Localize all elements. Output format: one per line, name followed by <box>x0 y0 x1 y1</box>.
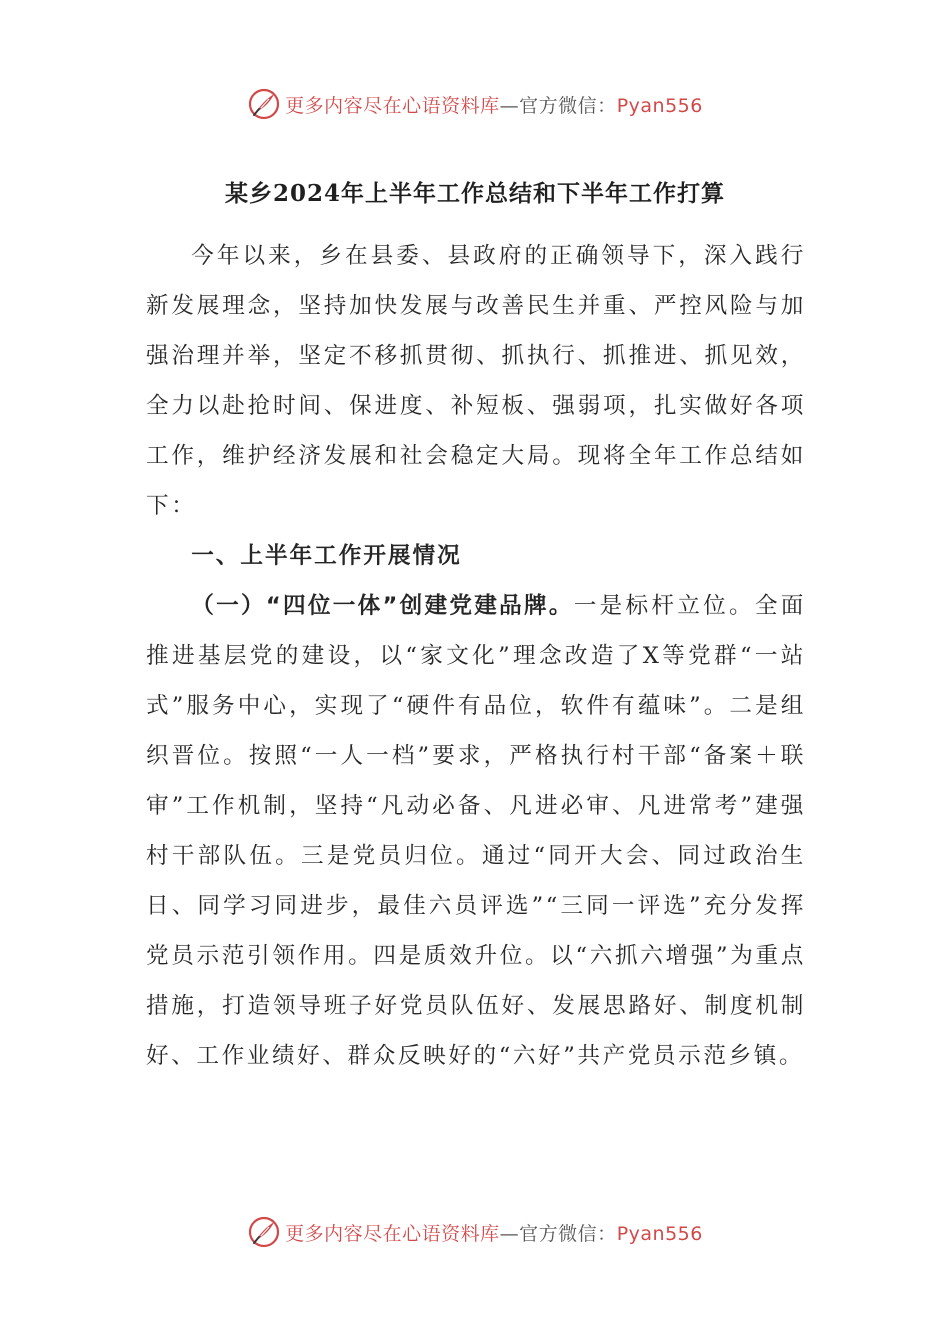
intro-paragraph: 今年以来，乡在县委、县政府的正确领导下，深入践行新发展理念，坚持加快发展与改善民生并重、严控风险与加强治理并举，坚定不移抓贯彻、抓执行、抓推进、抓见效，全力以赴抢时间、保进度、补短板、强弱项，扎实做好各项工作，维护经济发展和社会稳定大局。现将全年工作总结如下： <box>146 243 806 519</box>
watermark-header <box>0 84 950 124</box>
watermark-wechat-id: Pyan556 <box>616 1222 703 1245</box>
watermark-wechat-label: —官方微信： <box>499 1222 617 1245</box>
watermark-footer <box>0 1212 950 1252</box>
watermark-site-name: 更多内容尽在心语资料库 <box>285 94 500 117</box>
section-heading: 一、上半年工作开展情况 <box>191 543 462 569</box>
subsection-lead: （一）“四位一体”创建党建品牌。 <box>191 593 574 619</box>
quill-circle-logo-icon <box>247 1215 281 1249</box>
watermark-site-name: 更多内容尽在心语资料库 <box>285 1222 500 1245</box>
watermark-wechat-label: —官方微信： <box>499 94 617 117</box>
section-paragraph <box>146 581 806 1081</box>
document-body <box>146 231 806 1081</box>
watermark-wechat-id: Pyan556 <box>616 94 703 117</box>
quill-circle-logo-icon <box>247 87 281 121</box>
subsection-body: 一是标杆立位。全面推进基层党的建设，以“家文化”理念改造了X等党群“一站式”服务中心，实现了“硬件有品位，软件有蕴味”。二是组织晋位。按照“一人一档”要求，严格执行村干部“备案＋联审”工作机制，坚持“凡动必备、凡进必审、凡进常考”建强村干部队伍。三是党员归位。通过“同开大会、同过政治生日、同学习同进步，最佳六员评选”“三同一评选”充分发挥党员示范引领作用。四是质效升位。以“六抓六增强”为重点措施，打造领导班子好党员队伍好、发展思路好、制度机制好、工作业绩好、群众反映好的“六好”共产党员示范乡镇。 <box>146 593 806 1069</box>
watermark-text <box>285 1219 703 1246</box>
document-title: 某乡2024年上半年工作总结和下半年工作打算 <box>224 180 725 207</box>
watermark-text <box>285 91 703 118</box>
